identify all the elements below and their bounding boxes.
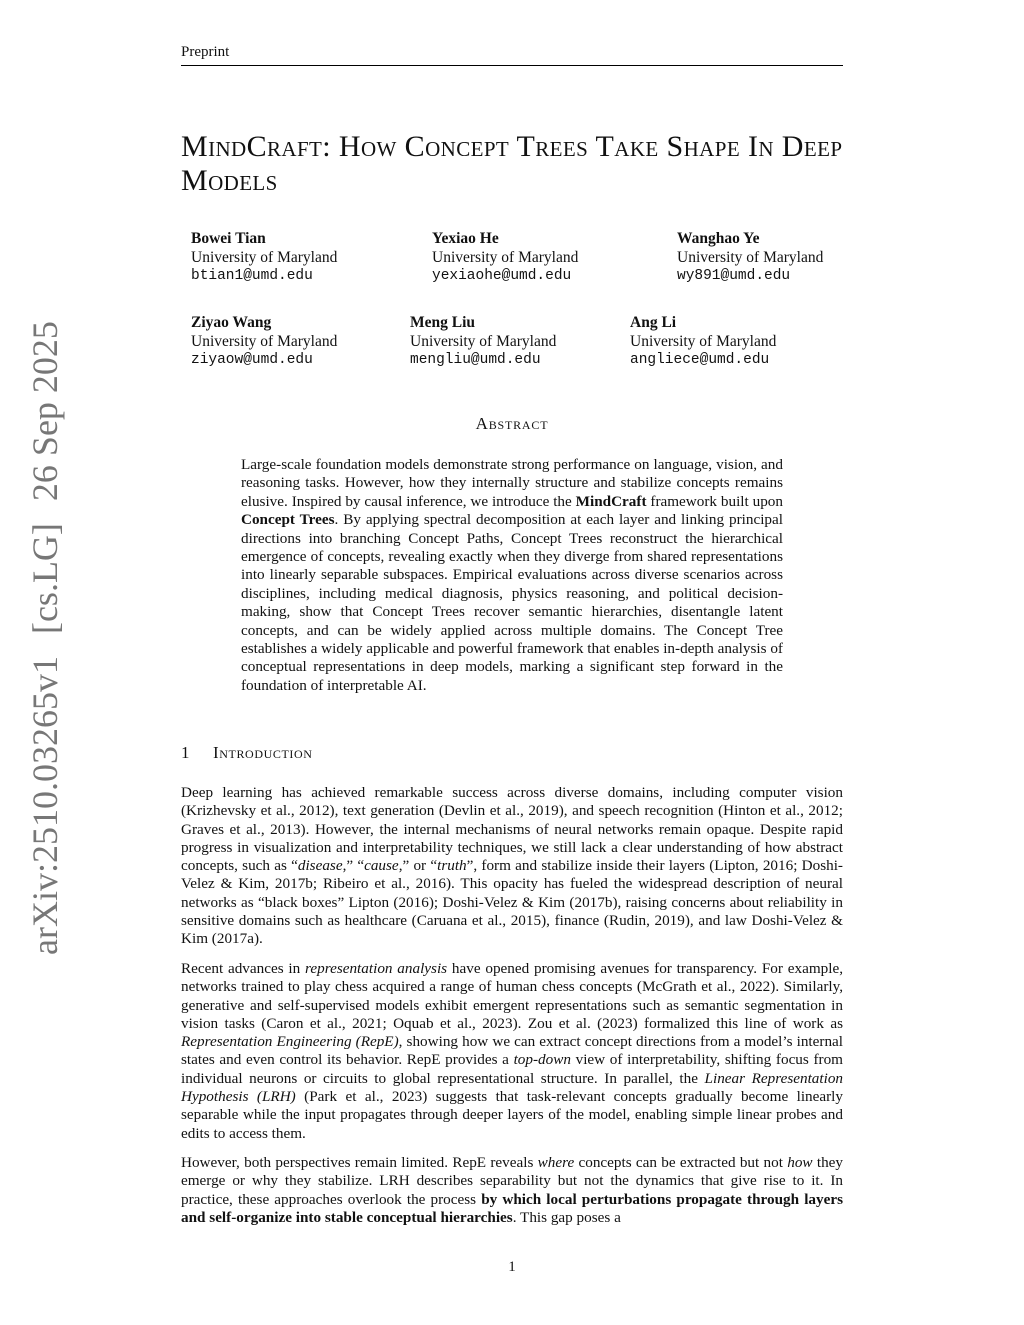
author-email: btian1@umd.edu xyxy=(191,268,313,284)
author-block xyxy=(677,229,823,286)
framework-name: MindCraft xyxy=(575,492,647,510)
section-heading-introduction xyxy=(181,743,313,763)
intro-paragraph-1: Deep learning has achieved remarkable success across diverse domains, including computer vision (Krizhevsky et al., 2012), text generation (Devlin et al., 2019), and speech recognition (Hinton et al., 2012; Graves et al., 2013). However, the internal mechanisms of neural networks remain opaque. Despite rapid progress in visualization and interpretability techniques, we still lack a clear understanding of how abstract concepts, such as “disease,” “cause,” or “truth”, form and stabilize inside their layers (Lipton, 2016; Doshi-Velez & Kim, 2017b; Ribeiro et al., 2016). This opacity has fueled the widespread description of neural networks as “black boxes” Lipton (2016); Doshi-Velez & Kim (2017b), raising concerns about reliability in sensitive domains such as healthcare (Caruana et al., 2015), finance (Rudin, 2019), and law Doshi-Velez & Kim (2017a). xyxy=(181,784,843,948)
author-affiliation: University of Maryland xyxy=(191,249,338,266)
header-rule xyxy=(181,65,843,66)
author-affiliation: University of Maryland xyxy=(191,333,338,350)
abstract-heading: Abstract xyxy=(475,414,549,433)
author-name: Meng Liu xyxy=(410,314,476,331)
author-email: angliece@umd.edu xyxy=(630,352,770,368)
section-number: 1 xyxy=(181,743,191,762)
arxiv-side-stamp xyxy=(22,321,68,955)
arxiv-date: 26 Sep 2025 xyxy=(25,321,65,502)
author-name: Yexiao He xyxy=(432,230,499,247)
intro-paragraph-2: Recent advances in representation analysis have opened promising avenues for transparency. For example, networks trained to play chess acquired a range of human chess concepts (McGrath et al., 2022). Similarly, generative and self-supervised models exhibit emergent representations such as semantic segmentation in vision tasks (Caron et al., 2021; Oquab et al., 2023). Zou et al. (2023) formalized this line of work as Representation Engineering (RepE), showing how we can extract concept directions from a model’s internal states and even control its behavior. RepE provides a top-down view of interpretability, shifting focus from individual neurons or circuits to global representational structure. In parallel, the Linear Representation Hypothesis (LRH) (Park et al., 2023) suggests that task-relevant concepts gradually become linearly separable while the input propagates through deeper layers of the model, enabling simple linear probes and edits to access them. xyxy=(181,960,844,1142)
concept-trees-term: Concept Trees xyxy=(241,511,335,529)
intro-paragraph-3: However, both perspectives remain limited. RepE reveals where concepts can be extracted but not how they emerge or why they stabilize. LRH describes separability but not the dynamics that give rise to it. In practice, these approaches overlook the process by which local perturbations propagate through layers and self-organize into stable conceptual hierarchies. This gap poses a xyxy=(181,1154,843,1226)
author-block xyxy=(191,313,337,370)
paper-title: MindCraft: How Concept Trees Take Shape In Deep Models xyxy=(181,130,843,197)
author-affiliation: University of Maryland xyxy=(432,249,579,266)
author-name: Wanghao Ye xyxy=(677,230,760,247)
author-affiliation: University of Maryland xyxy=(630,333,777,350)
section-title: Introduction xyxy=(213,743,313,762)
arxiv-category: [cs.LG] xyxy=(25,523,65,635)
running-header: Preprint xyxy=(181,44,230,60)
author-block xyxy=(410,313,556,370)
author-block xyxy=(432,229,578,286)
author-email: ziyaow@umd.edu xyxy=(191,352,313,368)
author-name: Bowei Tian xyxy=(191,230,266,247)
author-email: yexiaohe@umd.edu xyxy=(432,268,572,284)
author-name: Ang Li xyxy=(630,314,677,331)
arxiv-id: arXiv:2510.03265v1 xyxy=(25,656,65,955)
abstract-body: Large-scale foundation models demonstrate strong performance on language, vision, and reasoning tasks. However, how they internally structure and stabilize concepts remains elusive. Inspired by causal inference, we introduce the MindCraft framework built upon Concept Trees. By applying spectral decomposition at each layer and linking principal directions into branching Concept Paths, Concept Trees reconstruct the hierarchical emergence of concepts, revealing exactly when they diverge from shared representations into linearly separable subspaces. Empirical evaluations across diverse scenarios across disciplines, including medical diagnosis, physics reasoning, and political decision-making, show that Concept Trees recover semantic hierarchies, disentangle latent concepts, and can be widely applied across multiple domains. The Concept Tree establishes a widely applicable and powerful framework that enables in-depth analysis of conceptual representations in deep models, marking a significant step forward in the foundation of interpretable AI. xyxy=(241,456,783,694)
author-block xyxy=(630,313,776,370)
author-affiliation: University of Maryland xyxy=(677,249,824,266)
author-name: Ziyao Wang xyxy=(191,314,272,331)
author-email: mengliu@umd.edu xyxy=(410,352,541,368)
author-email: wy891@umd.edu xyxy=(677,268,791,284)
author-affiliation: University of Maryland xyxy=(410,333,557,350)
page-number: 1 xyxy=(508,1259,516,1275)
author-block xyxy=(191,229,337,286)
